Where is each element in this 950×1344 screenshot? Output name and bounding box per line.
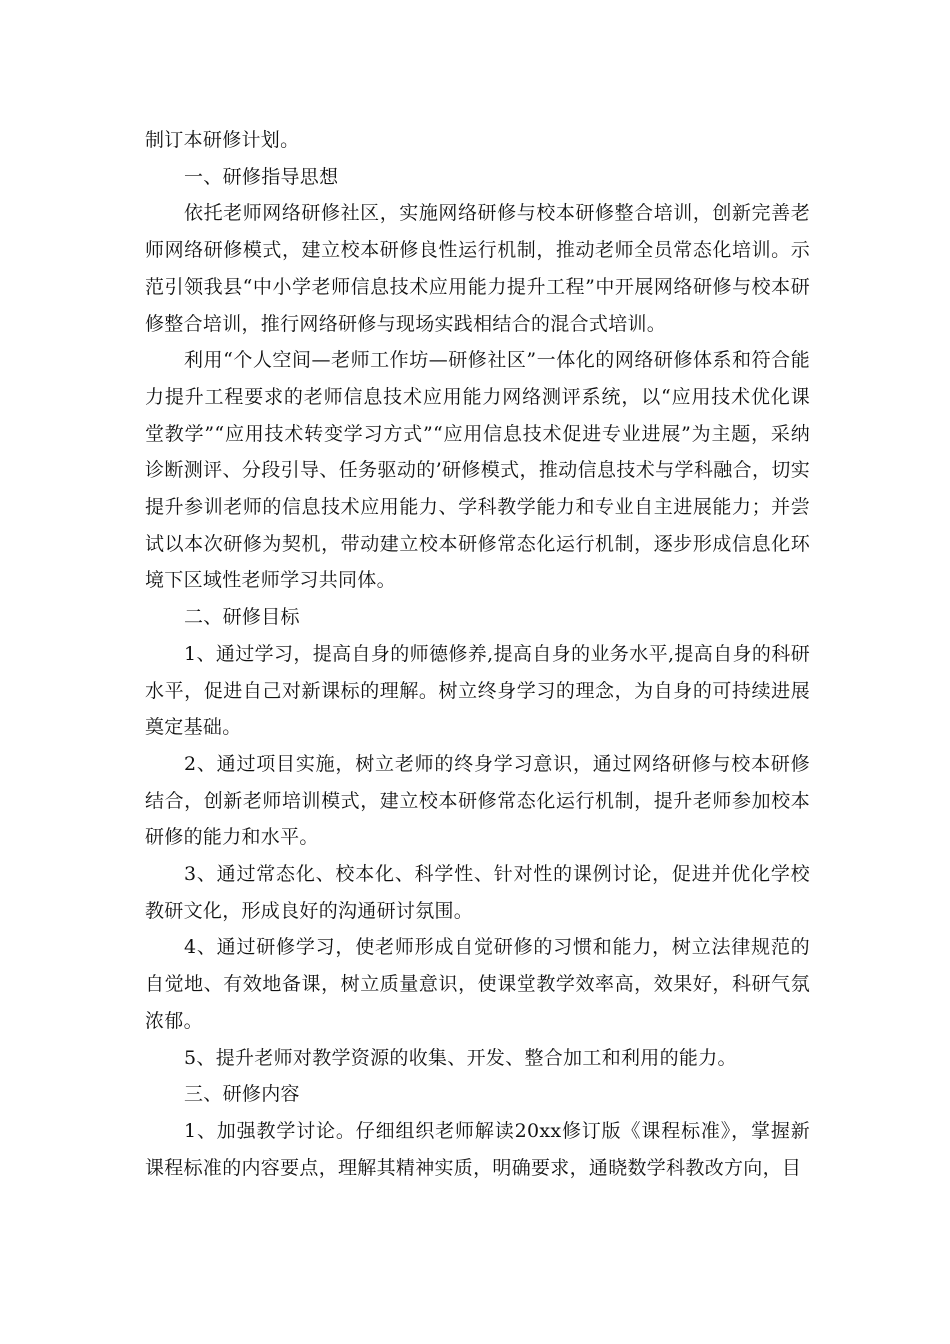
paragraph-goal-item: 3、通过常态化、校本化、科学性、针对性的课例讨论，促进并优化学校教研文化，形成良好的沟通研讨氛围。	[145, 863, 810, 922]
section-heading-content: 三、研修内容	[184, 1083, 300, 1106]
paragraph-goal-item: 1、通过学习，提高自身的师德修养,提高自身的业务水平,提高自身的科研水平，促进自己对新课标的理解。树立终身学习的理念，为自身的可持续进展奠定基础。	[145, 642, 810, 739]
paragraph-content-item: 1、加强教学讨论。仔细组织老师解读20xx修订版《课程标准》，掌握新课程标准的内容要点，理解其精神实质，明确要求，通晓数学科教改方向，目	[145, 1119, 810, 1179]
paragraph-body: 依托老师网络研修社区，实施网络研修与校本研修整合培训，创新完善老师网络研修模式，建立校本研修良性运行机制，推动老师全员常态化培训。示范引领我县“中小学老师信息技术应用能力提升工程”中开展网络研修与校本研修整合培训，推行网络研修与现场实践相结合的混合式培训。	[145, 202, 810, 335]
paragraph-continuation: 制订本研修计划。	[145, 129, 300, 151]
paragraph-body: 利用“个人空间—老师工作坊—研修社区”一体化的网络研修体系和符合能力提升工程要求的老师信息技术应用能力网络测评系统，以“应用技术优化课堂教学”“应用技术转变学习方式”“应用信息技术促进专业进展”为主题，采纳诊断测评、分段引导、任务驱动的’研修模式，推动信息技术与学科融合，切实提升参训老师的信息技术应用能力、学科教学能力和专业自主进展能力；并尝试以本次研修为契机，带动建立校本研修常态化运行机制，逐步形成信息化环境下区域性老师学习共同体。	[145, 349, 810, 592]
section-heading-goals: 二、研修目标	[184, 606, 300, 629]
paragraph-goal-item: 5、提升老师对教学资源的收集、开发、整合加工和利用的能力。	[184, 1046, 737, 1069]
paragraph-goal-item: 2、通过项目实施，树立老师的终身学习意识，通过网络研修与校本研修结合，创新老师培训模式，建立校本研修常态化运行机制，提升老师参加校本研修的能力和水平。	[145, 752, 810, 849]
section-heading-guiding-ideology: 一、研修指导思想	[184, 165, 339, 188]
document-body	[145, 122, 810, 1186]
paragraph-goal-item: 4、通过研修学习，使老师形成自觉研修的习惯和能力，树立法律规范的自觉地、有效地备课，树立质量意识，使课堂教学效率高，效果好，科研气氛浓郁。	[145, 936, 810, 1032]
